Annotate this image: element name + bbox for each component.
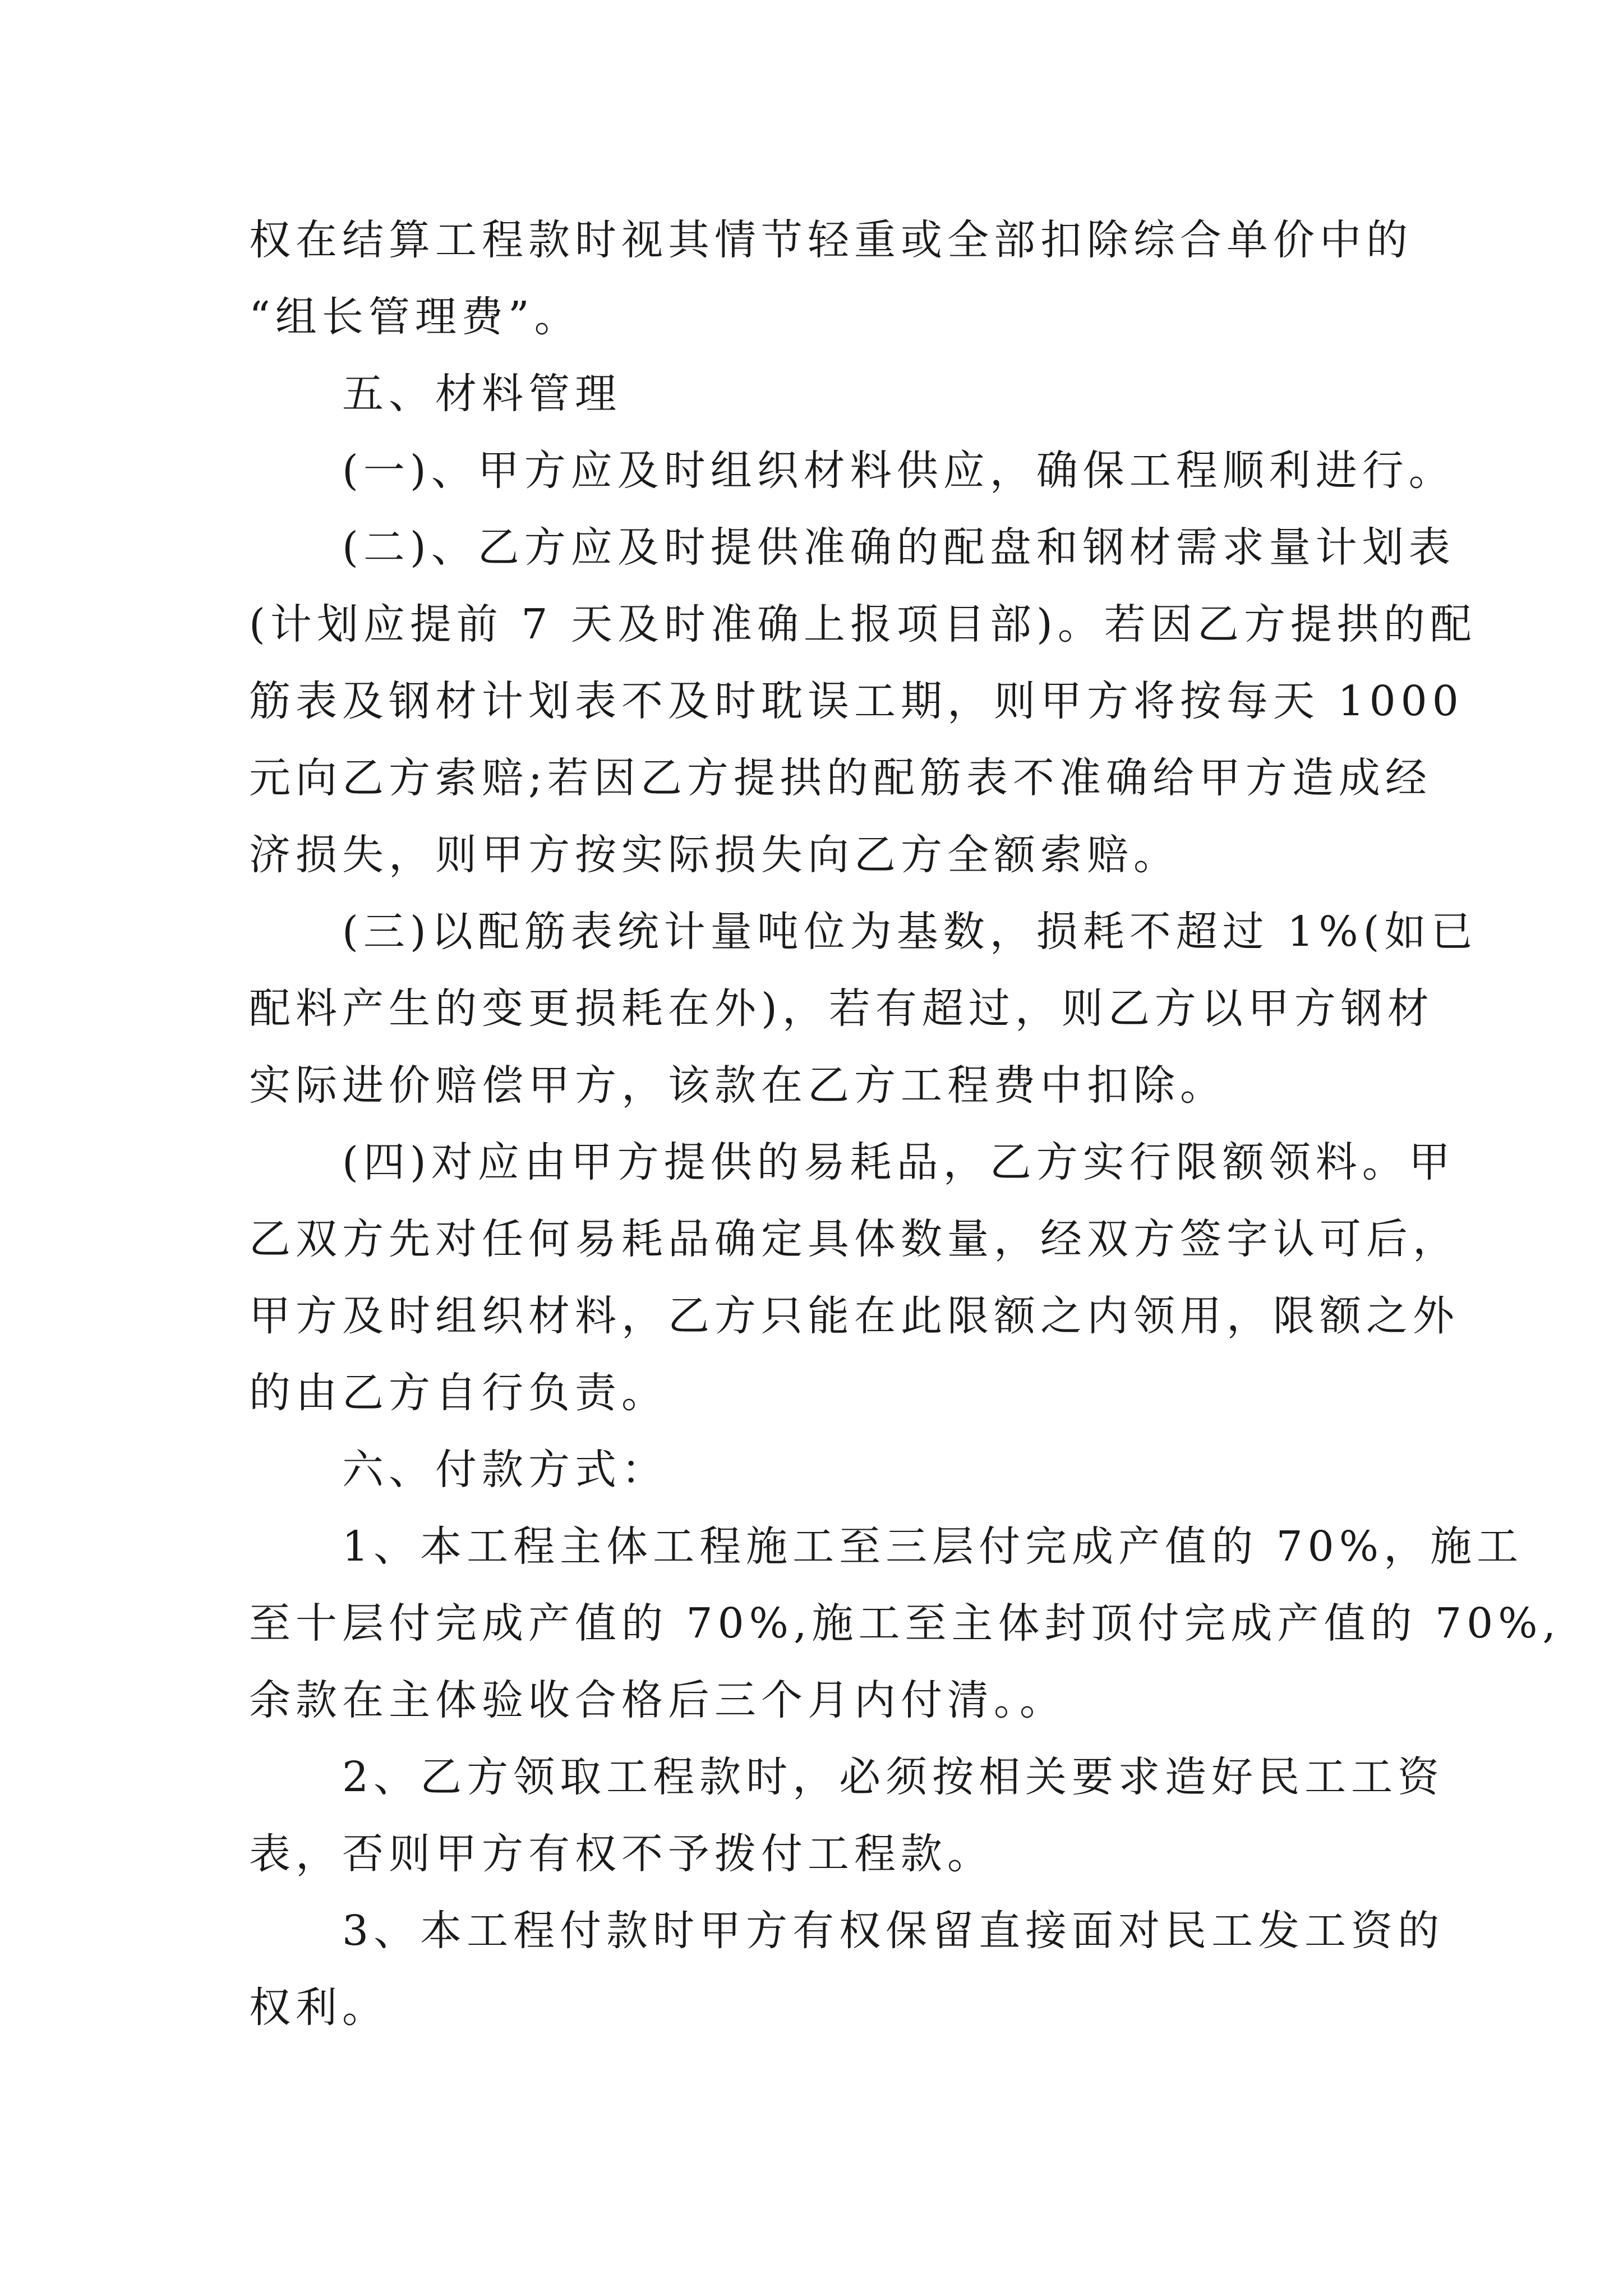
text-line: (四)对应由甲方提供的易耗品，乙方实行限额领料。甲 [342,1138,1455,1186]
text-line: 筋表及钢材计划表不及时耽误工期，则甲方将按每天 1000 [249,677,1464,725]
paragraph-p2 [249,432,1455,509]
text-line: “组长管理费”。 [249,293,581,341]
text-line: 乙双方先对任何易耗品确定具体数量，经双方签字认可后， [249,1215,1459,1263]
text-line: 实际进价赔偿甲方，该款在乙方工程费中扣除。 [249,1061,1227,1110]
text-line: 的由乙方自行负责。 [249,1369,668,1417]
paragraph-p1 [249,356,1387,432]
text-line: 权在结算工程款时视其情节轻重或全部扣除综合单价中的 [249,216,1413,264]
text-line: 表，否则甲方有权不予拨付工程款。 [249,1830,994,1878]
text-line: 至十层付完成产值的 70%,施工至主体封顶付完成产值的 70%, [249,1599,1561,1648]
paragraph-p3 [249,509,1477,894]
text-line: (三)以配筋表统计量吨位为基数，损耗不超过 1%(如已 [342,908,1478,956]
text-line: 甲方及时组织材料，乙方只能在此限额之内领用，限额之外 [249,1292,1459,1340]
text-line: 济损失，则甲方按实际损失向乙方全额索赔。 [249,831,1180,879]
paragraph-p0 [249,202,1413,356]
text-line: 权利。 [249,1984,389,2032]
text-line: (计划应提前 7 天及时准确上报项目部)。若因乙方提拱的配 [249,600,1477,648]
text-line: 配料产生的变更损耗在外)，若有超过，则乙方以甲方钢材 [249,984,1434,1033]
text-line: 六、付款方式： [342,1446,668,1494]
paragraph-p8 [249,1739,1445,1893]
paragraph-p7 [249,1508,1561,1739]
text-line: 1、本工程主体工程施工至三层付完成产值的 70%，施工 [342,1522,1524,1571]
text-line: 3、本工程付款时甲方有权保留直接面对民工发工资的 [342,1907,1445,1955]
paragraph-p6 [249,1432,1387,1508]
text-line: (一)、甲方应及时组织材料供应，确保工程顺利进行。 [342,447,1455,495]
paragraph-p9 [249,1893,1445,2046]
text-line: 五、材料管理 [342,370,621,418]
text-line: 2、乙方领取工程款时，必须按相关要求造好民工工资 [342,1753,1445,1801]
document-body [249,202,1561,2046]
paragraph-p4 [249,894,1478,1124]
text-line: (二)、乙方应及时提供准确的配盘和钢材需求量计划表 [342,523,1455,572]
paragraph-p5 [249,1124,1459,1432]
text-line: 元向乙方索赔;若因乙方提拱的配筋表不准确给甲方造成经 [249,754,1432,802]
text-line: 余款在主体验收合格后三个月内付清。。 [249,1676,1066,1724]
